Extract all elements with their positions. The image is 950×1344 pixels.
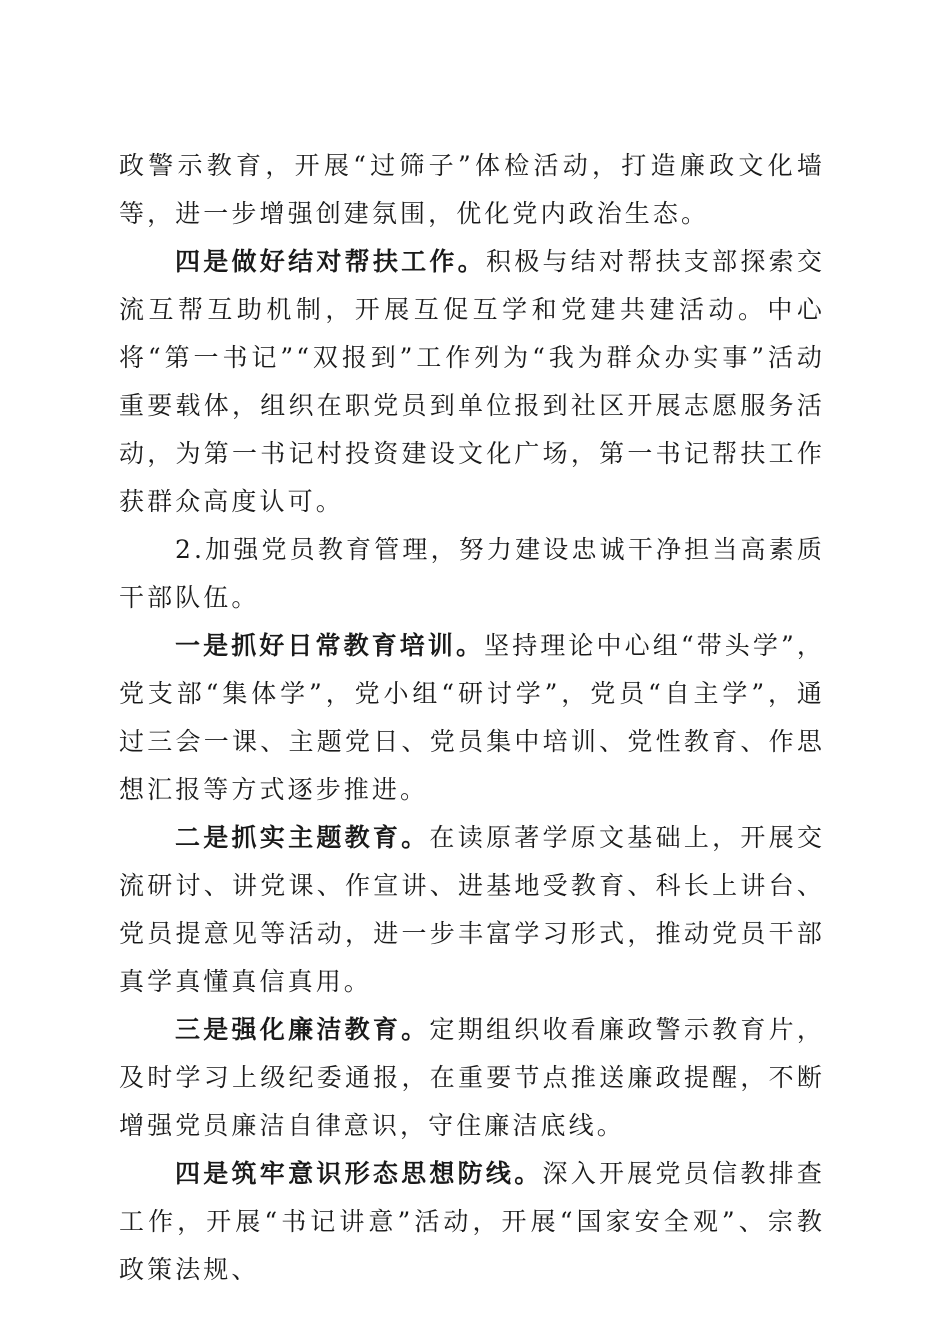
paragraph-5-text: 在读原著学原文基础上，开展交流研讨、讲党课、作宣讲、进基地受教育、科长上讲台、党员提意见等活动，进一步丰富学习形式，推动党员干部真学真懂真信真用。 [119,823,826,996]
paragraph-7-text: 深入开展党员信教排查工作，开展“书记讲意”活动，开展“国家安全观”、宗教政策法规、 [119,1159,825,1284]
paragraph-5-lead: 二是抓实主题教育。 [175,823,430,852]
paragraph-4-lead: 一是抓好日常教育培训。 [175,631,485,660]
paragraph-7 [119,1150,825,1294]
paragraph-6-lead: 三是强化廉洁教育。 [175,1015,430,1044]
paragraph-3-text: 2.加强党员教育管理，努力建设忠诚干净担当高素质干部队伍。 [119,535,825,612]
paragraph-1-text: 政警示教育，开展“过筛子”体检活动，打造廉政文化墙等，进一步增强创建氛围，优化党内政治生态。 [119,151,825,228]
paragraph-7-lead: 四是筑牢意识形态思想防线。 [175,1159,543,1188]
paragraph-5 [119,814,825,1006]
paragraph-2 [119,238,825,526]
paragraph-6 [119,1006,825,1150]
paragraph-6-text: 定期组织收看廉政警示教育片，及时学习上级纪委通报，在重要节点推送廉政提醒，不断增强党员廉洁自律意识，守住廉洁底线。 [119,1015,826,1140]
paragraph-4 [119,622,825,814]
paragraph-4-text: 坚持理论中心组“带头学”，党支部“集体学”，党小组“研讨学”，党员“自主学”，通过三会一课、主题党日、党员集中培训、党性教育、作思想汇报等方式逐步推进。 [119,631,825,804]
paragraph-2-text: 积极与结对帮扶支部探索交流互帮互助机制，开展互促互学和党建共建活动。中心将“第一书记”“双报到”工作列为“我为群众办实事”活动重要载体，组织在职党员到单位报到社区开展志愿服务活动，为第一书记村投资建设文化广场，第一书记帮扶工作获群众高度认可。 [119,247,825,516]
paragraph-3 [119,526,825,622]
paragraph-2-lead: 四是做好结对帮扶工作。 [175,247,486,276]
paragraph-1 [119,142,825,238]
document-body [119,142,825,1294]
